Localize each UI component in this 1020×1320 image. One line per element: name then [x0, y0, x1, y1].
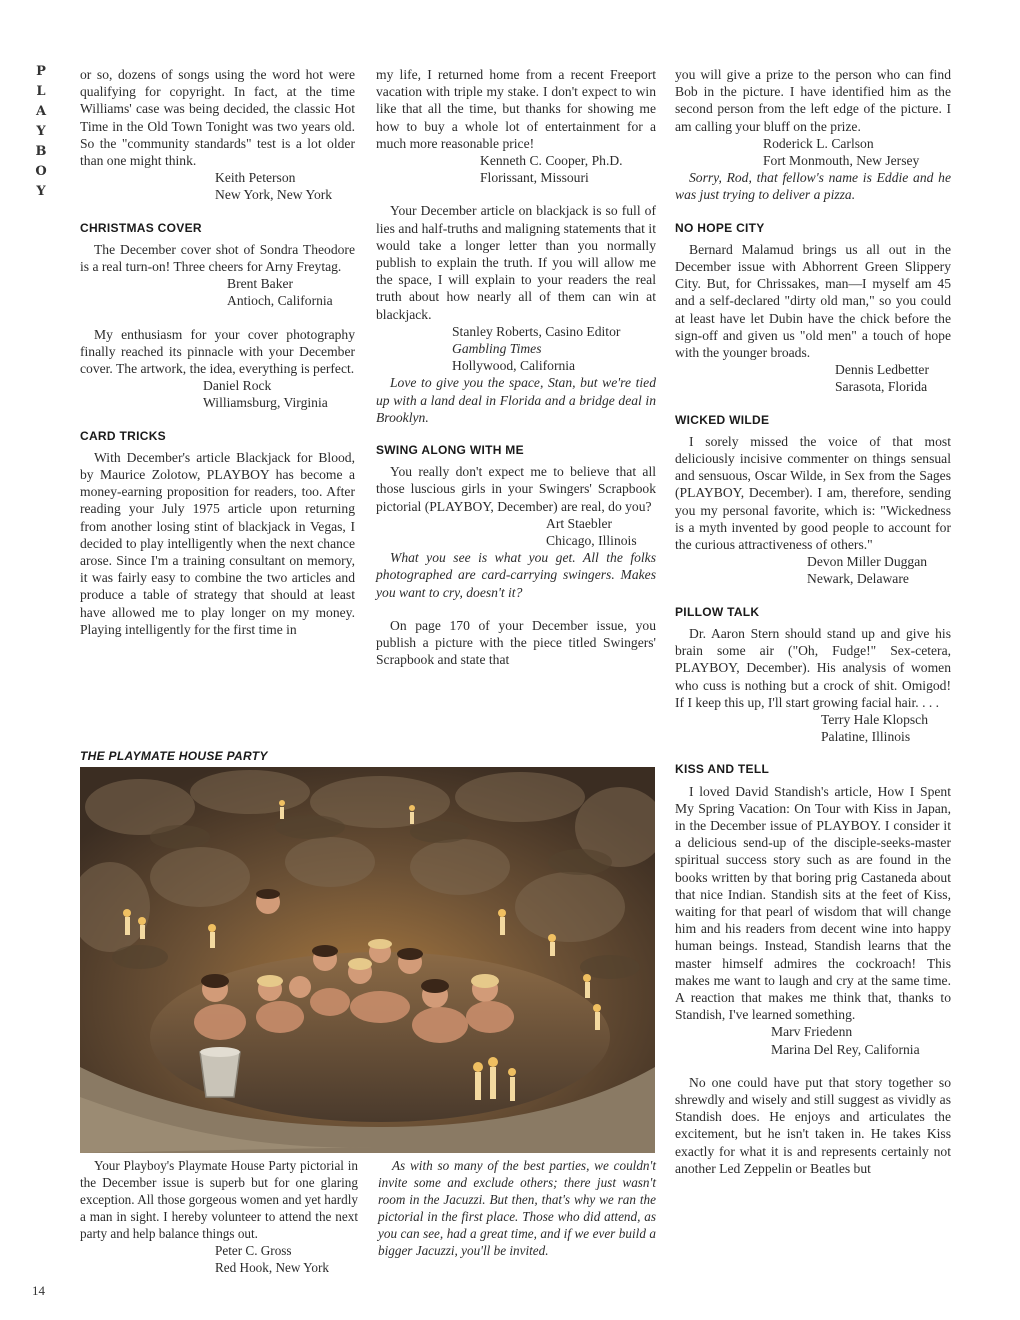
signature-name: Stanley Roberts, Casino Editor: [452, 323, 621, 339]
letter-text: you will give a prize to the person who can find Bob in the picture. I have identified him as the second person from the left edge of the picture. I am calling your bluff on the prize.: [675, 67, 951, 134]
masthead-letter: P: [36, 64, 46, 79]
signature-location: Chicago, Illinois: [546, 533, 637, 549]
letter-signature: [376, 323, 656, 375]
column-3: [675, 66, 951, 1177]
letter-text: or so, dozens of songs using the word hot were qualifying for copyright. In fact, at the time Williams' case was being decided, the classic Hot Time in the Old Town Tonight was two years old. So the "community standards" test is a lot older than one might think.: [80, 67, 355, 169]
signature-name: Art Staebler: [546, 515, 613, 531]
section-heading: CARD TRICKS: [80, 428, 166, 443]
letter-signature: [675, 553, 951, 587]
section-heading: WICKED WILDE: [675, 412, 770, 427]
masthead-letter: A: [35, 104, 47, 119]
letter-text: You really don't expect me to believe that all those luscious girls in your Swingers' Scrapbook pictorial (PLAYBOY, December) are real, do you?: [376, 464, 656, 514]
masthead-letter: O: [35, 164, 47, 179]
masthead-letter: Y: [36, 184, 46, 199]
signature-location: Newark, Delaware: [807, 571, 909, 587]
signature-name: Marv Friedenn: [771, 1024, 853, 1040]
signature-name: Keith Peterson: [215, 170, 296, 186]
letter-signature: [80, 1242, 358, 1276]
masthead-letter: Y: [36, 124, 46, 139]
letter-text: Bernard Malamud brings us all out in the December issue with Abhorrent Green Slippery City. But, for Chrissakes, man—I myself am 45 and a self-declared "dirty old man," so you could at least have let Dubin have the chick before the sign-off and given us "old men" a touch of hope with the younger broads.: [675, 241, 951, 361]
letter-text: No one could have put that story together so shrewdly and wisely and still suggest as vividly as Standish does. He enjoys and articulates the excitement, but he isn't taken in. He takes Kiss exactly for what it is and represents certainly not another Led Zeppelin or Beatles but: [675, 1074, 951, 1176]
letter-text: Your Playboy's Playmate House Party pictorial in the December issue is superb but for one glaring exception. All those gorgeous women and yet hardly a man in sight. I hereby volunteer to attend the next party and help balance things out.: [80, 1158, 358, 1241]
letter-signature: [80, 169, 355, 203]
letter-signature: [675, 135, 951, 169]
letter-signature: [376, 515, 656, 549]
editor-reply: Love to give you the space, Stan, but we're tied up with a land deal in Florida and a bridge deal in Brooklyn.: [376, 375, 656, 425]
signature-location: Williamsburg, Virginia: [203, 395, 328, 411]
editor-reply: Sorry, Rod, that fellow's name is Eddie and he was just trying to deliver a pizza.: [675, 170, 951, 203]
party-letter: [80, 1157, 358, 1276]
photo-illustration: [80, 767, 655, 1153]
letter-text: I loved David Standish's article, How I Spent My Spring Vacation: On Tour with Kiss in Japan, in the December issue of PLAYBOY. I consider it a delicious send-up of the disciple-seeks-master spiritual success story such as are found in the books written by that boring prig Castaneda about that nice Indian. Standish sits at the feet of Kiss, waiting for that pearl of wisdom that will change him and his readers from decent wine into happy human beings. Instead, Standish learns that the master himself admires the cockroach! This makes me want to laugh and cry at the same time. A reaction that makes me think that, thanks to Standish, I've learned something.: [675, 783, 951, 1023]
letter-signature: [675, 711, 951, 745]
signature-location: Fort Monmouth, New Jersey: [763, 153, 920, 169]
letter-text: My enthusiasm for your cover photography finally reached its pinnacle with your December cover. The artwork, the idea, everything is perfect.: [80, 326, 355, 377]
signature-name: Roderick L. Carlson: [763, 135, 874, 151]
signature-name: Terry Hale Klopsch: [821, 711, 929, 727]
signature-location: Red Hook, New York: [215, 1260, 329, 1275]
signature-location: Palatine, Illinois: [821, 729, 911, 745]
party-reply: [378, 1157, 656, 1259]
letter-text: The December cover shot of Sondra Theodore is a real turn-on! Three cheers for Arny Freytag.: [80, 241, 355, 275]
signature-name: Dennis Ledbetter: [835, 362, 929, 378]
signature-location: Marina Del Rey, California: [771, 1041, 920, 1057]
signature-location: Florissant, Missouri: [480, 170, 589, 186]
letter-signature: [675, 361, 951, 395]
signature-name: Peter C. Gross: [215, 1243, 292, 1258]
signature-name: Kenneth C. Cooper, Ph.D.: [480, 153, 623, 169]
letter-text: Dr. Aaron Stern should stand up and give his brain some air ("Oh, Fudge!" Sex-cetera, PLAYBOY, December). His analysis of women who cuss is nothing but a crock of shit. Omigod! If I keep this up, I'll start growing facial hair. . . .: [675, 625, 951, 710]
letter-signature: [80, 275, 355, 309]
letter-signature: [376, 152, 656, 186]
signature-publication: Gambling Times: [452, 341, 542, 357]
masthead-letter: B: [35, 144, 47, 159]
letter-signature: [80, 377, 355, 411]
page-number: 14: [32, 1283, 45, 1298]
section-heading: PILLOW TALK: [675, 604, 760, 619]
letter-signature: [675, 1023, 951, 1057]
editor-reply: As with so many of the best parties, we couldn't invite some and exclude others; there just wasn't room in the Jacuzzi. But then, that's why we ran the pictorial in the first place. Those who did attend, as you can see, had a great time, and if we ever build a bigger Jacuzzi, you'll be invited.: [378, 1158, 656, 1258]
letter-text: I sorely missed the voice of that most deliciously incisive commenter on things sensual and sensuous, Oscar Wilde, in Sex from the Sages (PLAYBOY, December). I am, therefore, sending you my personal favorite, which is: "Wickedness is a myth invented by good people to account for the curious attractiveness of others.": [675, 433, 951, 553]
letter-text: With December's article Blackjack for Blood, by Maurice Zolotow, PLAYBOY has become a money-earning proposition for readers, too. After reading your July 1975 article upon returning from another losing stint of blackjack in Vegas, I decided to play intelligently when the next chance arose. Since I'm a training consultant on memory, it was fairly easy to combine the two articles and produce a table of strategy that should at least have allowed me to play longer on my money. Playing intelligently for the first time in: [80, 449, 355, 637]
section-heading: THE PLAYMATE HOUSE PARTY: [80, 749, 268, 763]
column-1: [80, 66, 355, 638]
signature-name: Daniel Rock: [203, 378, 272, 394]
signature-name: Devon Miller Duggan: [807, 554, 928, 570]
letter-text: On page 170 of your December issue, you publish a picture with the piece titled Swingers' Scrapbook and state that: [376, 617, 656, 668]
signature-location: Sarasota, Florida: [835, 379, 928, 395]
jacuzzi-cave-photo: [80, 767, 655, 1153]
section-heading: SWING ALONG WITH ME: [376, 443, 524, 458]
signature-location: Antioch, California: [227, 293, 333, 309]
section-heading: NO HOPE CITY: [675, 220, 765, 235]
editor-reply: What you see is what you get. All the folks photographed are card-carrying swingers. Makes you want to cry, doesn't it?: [376, 550, 656, 600]
masthead-letter: L: [36, 84, 46, 99]
signature-location: New York, New York: [215, 187, 333, 203]
letter-text: my life, I returned home from a recent Freeport vacation with triple my stake. I don't expect to win like that all the time, but thanks for showing me how to buy a whole lot of entertainment for a much more reasonable price!: [376, 67, 656, 151]
section-heading: CHRISTMAS COVER: [80, 220, 202, 235]
column-2: [376, 66, 656, 669]
playboy-masthead: [32, 62, 50, 202]
section-heading: KISS AND TELL: [675, 762, 770, 777]
signature-location: Hollywood, California: [452, 358, 576, 374]
signature-name: Brent Baker: [227, 276, 294, 292]
letter-text: Your December article on blackjack is so full of lies and half-truths and maligning statements that it would take a longer letter than you normally publish to explain the truth. If you will allow me the space, I will explain to your readers the real truth about how nearly all of them can win at blackjack.: [376, 203, 656, 322]
